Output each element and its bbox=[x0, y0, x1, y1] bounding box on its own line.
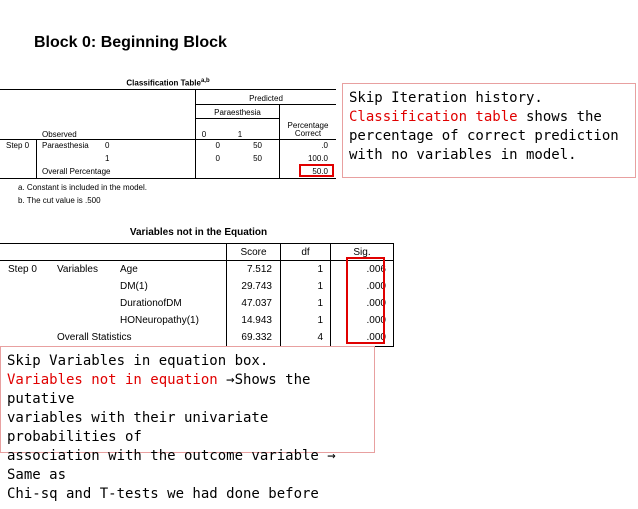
row-1-pct: 100.0 bbox=[307, 154, 328, 163]
note1-line1: Skip Iteration history. bbox=[349, 90, 543, 106]
vt-row-3-sig: .000 bbox=[366, 315, 386, 326]
classification-table-title: Classification Table$^{a,b}$ bbox=[126, 78, 210, 88]
vt-row-1-name: DM(1) bbox=[120, 281, 148, 292]
classification-table bbox=[0, 89, 336, 179]
row-1-c0: 0 bbox=[215, 154, 220, 163]
note1-line2-red: Classification table bbox=[349, 109, 518, 125]
vt-row-2-sig: .000 bbox=[366, 298, 386, 309]
row-0-pct: .0 bbox=[321, 141, 328, 150]
vt-overall-label: Overall Statistics bbox=[57, 332, 132, 343]
vt-row-3-df: 1 bbox=[317, 315, 323, 326]
vt-row-0-sig: .006 bbox=[366, 264, 386, 275]
vt-overall-df: 4 bbox=[317, 332, 323, 343]
header-paraesthesia: Paraesthesia bbox=[214, 108, 261, 117]
note2-line2-rest: →Shows the putative bbox=[7, 372, 311, 407]
vt-row-0-df: 1 bbox=[317, 264, 323, 275]
note2-line3: variables with their univariate probabilities of bbox=[7, 410, 269, 445]
note2-line2 bbox=[7, 371, 368, 409]
header-predicted: Predicted bbox=[249, 94, 283, 103]
header-sig: Sig. bbox=[353, 247, 371, 258]
header-df: df bbox=[301, 247, 310, 258]
note2-line1: Skip Variables in equation box. bbox=[7, 353, 269, 369]
note1-line2 bbox=[349, 108, 629, 127]
vt-group-label: Variables bbox=[57, 264, 98, 275]
vt-step-label: Step 0 bbox=[8, 264, 37, 275]
vt-row-1-score: 29.743 bbox=[241, 281, 272, 292]
note2-line4: association with the outcome variable → Same as bbox=[7, 448, 336, 483]
header-percentage: Percentage bbox=[287, 121, 329, 130]
slide-title: Block 0: Beginning Block bbox=[34, 34, 227, 51]
vt-row-2-name: DurationofDM bbox=[120, 298, 182, 309]
vt-row-3-name: HONeuropathy(1) bbox=[120, 315, 199, 326]
header-col-0: 0 bbox=[201, 130, 207, 139]
vt-row-3-score: 14.943 bbox=[241, 315, 272, 326]
note2-line2-red: Variables not in equation bbox=[7, 372, 218, 388]
variables-table-title: Variables not in the Equation bbox=[129, 227, 268, 238]
row-0-label: 0 bbox=[105, 141, 110, 150]
vt-row-0-name: Age bbox=[120, 264, 138, 275]
note2-line5: Chi-sq and T-tests we had done before bbox=[7, 486, 319, 502]
var-label: Paraesthesia bbox=[42, 141, 89, 150]
footnote-a: a. Constant is included in the model. bbox=[18, 183, 147, 192]
header-observed: Observed bbox=[42, 130, 77, 139]
note1-line4: with no variables in model. bbox=[349, 147, 577, 163]
classification-table-title-sup: a,b bbox=[200, 78, 210, 84]
vt-overall-sig: .000 bbox=[366, 332, 386, 343]
step-label: Step 0 bbox=[6, 141, 30, 150]
vt-row-1-df: 1 bbox=[317, 281, 323, 292]
footnote-b: b. The cut value is .500 bbox=[18, 196, 101, 205]
vt-row-2-df: 1 bbox=[317, 298, 323, 309]
overall-percentage-label: Overall Percentage bbox=[42, 167, 111, 176]
vt-row-1-sig: .000 bbox=[366, 281, 386, 292]
row-1-label: 1 bbox=[105, 154, 110, 163]
overall-percentage-value: 50.0 bbox=[312, 167, 328, 176]
vt-overall-score: 69.332 bbox=[241, 332, 272, 343]
sig-column-highlight bbox=[346, 257, 385, 344]
note1-line2-rest: shows the bbox=[517, 109, 602, 125]
note-variables bbox=[0, 346, 375, 502]
header-score: Score bbox=[240, 247, 267, 258]
row-0-c0: 0 bbox=[215, 141, 220, 150]
header-correct: Correct bbox=[294, 129, 322, 138]
row-0-c1: 50 bbox=[253, 141, 262, 150]
note1-line3: percentage of correct prediction bbox=[349, 128, 619, 144]
row-1-c1: 50 bbox=[253, 154, 262, 163]
overall-percentage-highlight bbox=[299, 164, 334, 177]
variables-table bbox=[0, 243, 394, 347]
vt-row-2-score: 47.037 bbox=[241, 298, 272, 309]
note-classification bbox=[342, 83, 636, 178]
header-col-1: 1 bbox=[237, 130, 243, 139]
vt-row-0-score: 7.512 bbox=[246, 264, 272, 275]
